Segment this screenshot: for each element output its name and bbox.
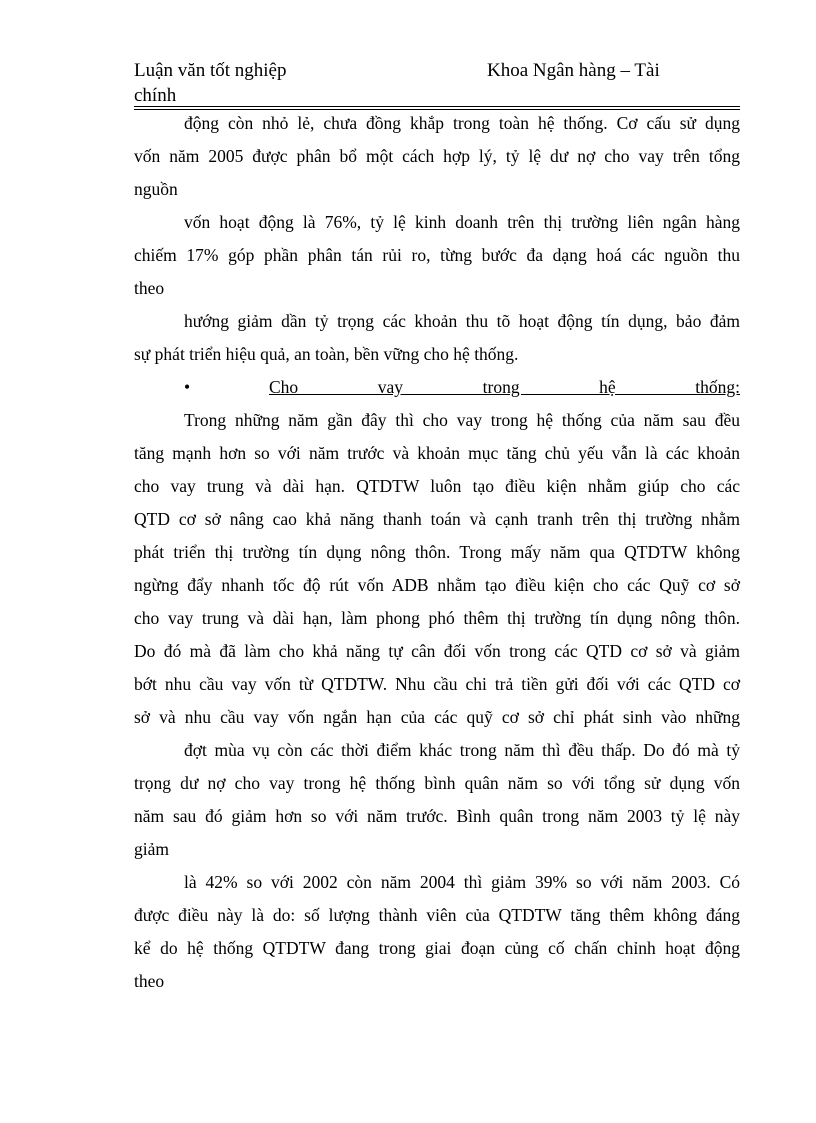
- paragraph-line: hướng giảm dần tỷ trọng các khoản thu tõ hoạt động tín dụng, bảo đảm: [184, 311, 740, 331]
- header-department-label: Khoa Ngân hàng – Tài: [487, 60, 660, 81]
- paragraph-line: Do đó mà đã làm cho khả năng tự cân đối vốn trong các QTD cơ sở và giảm: [134, 641, 740, 661]
- paragraph-line: Trong những năm gần đây thì cho vay trong hệ thống của năm sau đều: [184, 410, 740, 430]
- paragraph-line: cho vay trung và dài hạn. QTDTW luôn tạo điều kiện nhằm giúp cho các: [134, 476, 740, 496]
- paragraph-line: là 42% so với 2002 còn năm 2004 thì giảm 39% so với năm 2003. Có: [184, 872, 740, 892]
- paragraph-line: sở và nhu cầu vay vốn ngắn hạn của các quỹ cơ sở chỉ phát sinh vào những: [134, 707, 740, 727]
- paragraph-line: theo: [134, 278, 165, 298]
- paragraph-line: năm sau đó giảm hơn so với năm trước. Bình quân trong năm 2003 tỷ lệ này: [134, 806, 740, 826]
- header-department-continuation: chính: [134, 85, 177, 106]
- paragraph-line: phát triển thị trường tín dụng nông thôn. Trong mấy năm qua QTDTW không: [134, 542, 740, 562]
- section-heading-text: Cho vay trong hệ thống:: [269, 377, 740, 397]
- paragraph-line: kể do hệ thống QTDTW đang trong giai đoạn củng cố chấn chỉnh hoạt động: [134, 938, 740, 958]
- paragraph-line: giảm: [134, 839, 169, 859]
- paragraph-line: được điều này là do: số lượng thành viên của QTDTW tăng thêm không đáng: [134, 905, 740, 925]
- paragraph-line: QTD cơ sở nâng cao khả năng thanh toán và cạnh tranh trên thị trường nhằm: [134, 509, 740, 529]
- bullet-icon: •: [184, 377, 191, 397]
- section-heading: [184, 371, 740, 404]
- paragraph-line: ngừng đẩy nhanh tốc độ rút vốn ADB nhằm tạo điều kiện cho các Quỹ cơ sở: [134, 575, 740, 595]
- paragraph-line: bớt nhu cầu vay vốn từ QTDTW. Nhu cầu chi trả tiền gửi đối với các QTD cơ: [134, 674, 740, 694]
- paragraph-line: vốn hoạt động là 76%, tỷ lệ kinh doanh trên thị trường liên ngân hàng: [184, 212, 740, 232]
- paragraph-line: chiếm 17% góp phần phân tán rủi ro, từng bước đa dạng hoá các nguồn thu: [134, 245, 740, 265]
- paragraph-line: nguồn: [134, 179, 178, 199]
- paragraph-line: cho vay trung và dài hạn, làm phong phó thêm thị trường tín dụng nông thôn.: [134, 608, 740, 628]
- paragraph-line: động còn nhỏ lẻ, chưa đồng khắp trong toàn hệ thống. Cơ cấu sử dụng: [184, 113, 740, 133]
- paragraph-line: đợt mùa vụ còn các thời điểm khác trong năm thì đều thấp. Do đó mà tỷ: [184, 740, 740, 760]
- paragraph-line: vốn năm 2005 được phân bổ một cách hợp lý, tỷ lệ dư nợ cho vay trên tổng: [134, 146, 740, 166]
- paragraph-line: trọng dư nợ cho vay trong hệ thống bình quân năm so với tổng sử dụng vốn: [134, 773, 740, 793]
- paragraph-line: tăng mạnh hơn so với năm trước và khoản mục tăng chủ yếu vẫn là các khoản: [134, 443, 740, 463]
- header-thesis-label: Luận văn tốt nghiệp: [134, 60, 287, 81]
- paragraph-line: theo: [134, 971, 165, 991]
- paragraph-line: sự phát triển hiệu quả, an toàn, bền vững cho hệ thống.: [134, 344, 519, 364]
